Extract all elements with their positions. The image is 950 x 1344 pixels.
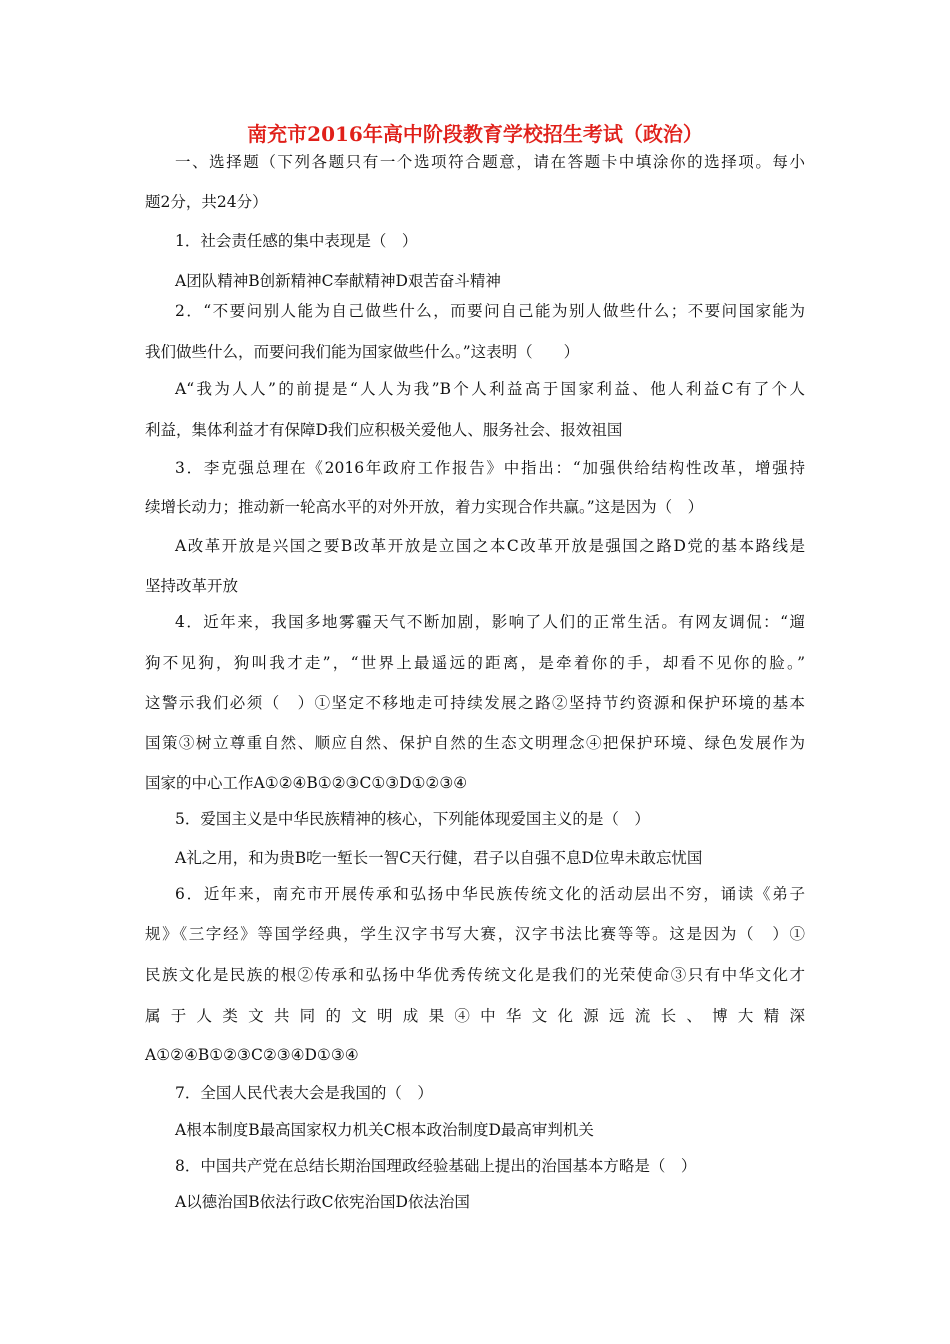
question-2-options: A“我为人人”的前提是“人人为我”B个人利益高于国家利益、他人利益C有了个人 bbox=[175, 380, 805, 398]
question-6: 规》《三字经》等国学经典，学生汉字书写大赛，汉字书法比赛等等。这是因为（ ）① bbox=[145, 925, 805, 943]
question-3-options: A改革开放是兴国之要B改革开放是立国之本C改革开放是强国之路D党的基本路线是 bbox=[175, 537, 805, 555]
question-4-options: 国家的中心工作A①②④B①②③C①③D①②③④ bbox=[145, 774, 468, 792]
question-8-options: A以德治国B依法行政C依宪治国D依法治国 bbox=[175, 1193, 470, 1211]
question-3-options: 坚持改革开放 bbox=[145, 577, 239, 595]
question-7-options: A根本制度B最高国家权力机关C根本政治制度D最高审判机关 bbox=[175, 1121, 594, 1139]
section-heading-line: 题2分，共24分） bbox=[145, 193, 268, 211]
question-8: 8．中国共产党在总结长期治国理政经验基础上提出的治国基本方略是（ ） bbox=[175, 1157, 697, 1175]
question-3: 续增长动力；推动新一轮高水平的对外开放，着力实现合作共赢。”这是因为（ ） bbox=[145, 498, 704, 516]
question-2: 我们做些什么，而要问我们能为国家做些什么。”这表明（ ） bbox=[145, 343, 580, 361]
question-3: 3．李克强总理在《2016年政府工作报告》中指出：“加强供给结构性改革，增强持 bbox=[175, 459, 805, 477]
question-7: 7．全国人民代表大会是我国的（ ） bbox=[175, 1084, 433, 1102]
question-1-options: A团队精神B创新精神C奉献精神D艰苦奋斗精神 bbox=[175, 272, 501, 290]
question-2: 2．“不要问别人能为自己做些什么，而要问自己能为别人做些什么；不要问国家能为 bbox=[175, 302, 805, 320]
question-6: 属于人类文共同的文明成果④中华文化源远流长、博大精深 bbox=[145, 1007, 805, 1025]
question-4: 国策③树立尊重自然、顺应自然、保护自然的生态文明理念④把保护环境、绿色发展作为 bbox=[145, 734, 805, 752]
question-1: 1．社会责任感的集中表现是（ ） bbox=[175, 232, 418, 250]
question-4: 4．近年来，我国多地雾霾天气不断加剧，影响了人们的正常生活。有网友调侃：“遛 bbox=[175, 613, 805, 631]
question-2-options: 利益，集体利益才有保障D我们应积极关爱他人、服务社会、报效祖国 bbox=[145, 421, 623, 439]
section-heading-line: 一、选择题（下列各题只有一个选项符合题意，请在答题卡中填涂你的选择项。每小 bbox=[175, 153, 805, 171]
question-5: 5．爱国主义是中华民族精神的核心，下列能体现爱国主义的是（ ） bbox=[175, 810, 650, 828]
question-6-options: A①②④B①②③C②③④D①③④ bbox=[145, 1046, 359, 1064]
question-6: 民族文化是民族的根②传承和弘扬中华优秀传统文化是我们的光荣使命③只有中华文化才 bbox=[145, 966, 805, 984]
document-title: 南充市2016年高中阶段教育学校招生考试（政治） bbox=[247, 122, 703, 146]
question-4: 狗不见狗，狗叫我才走”，“世界上最遥远的距离，是牵着你的手，却看不见你的脸。” bbox=[145, 654, 805, 672]
question-6: 6．近年来，南充市开展传承和弘扬中华民族传统文化的活动层出不穷，诵读《弟子 bbox=[175, 885, 805, 903]
question-5-options: A礼之用，和为贵B吃一堑长一智C天行健，君子以自强不息D位卑未敢忘忧国 bbox=[175, 849, 703, 867]
question-4: 这警示我们必须（ ）①坚定不移地走可持续发展之路②坚持节约资源和保护环境的基本 bbox=[145, 694, 805, 712]
